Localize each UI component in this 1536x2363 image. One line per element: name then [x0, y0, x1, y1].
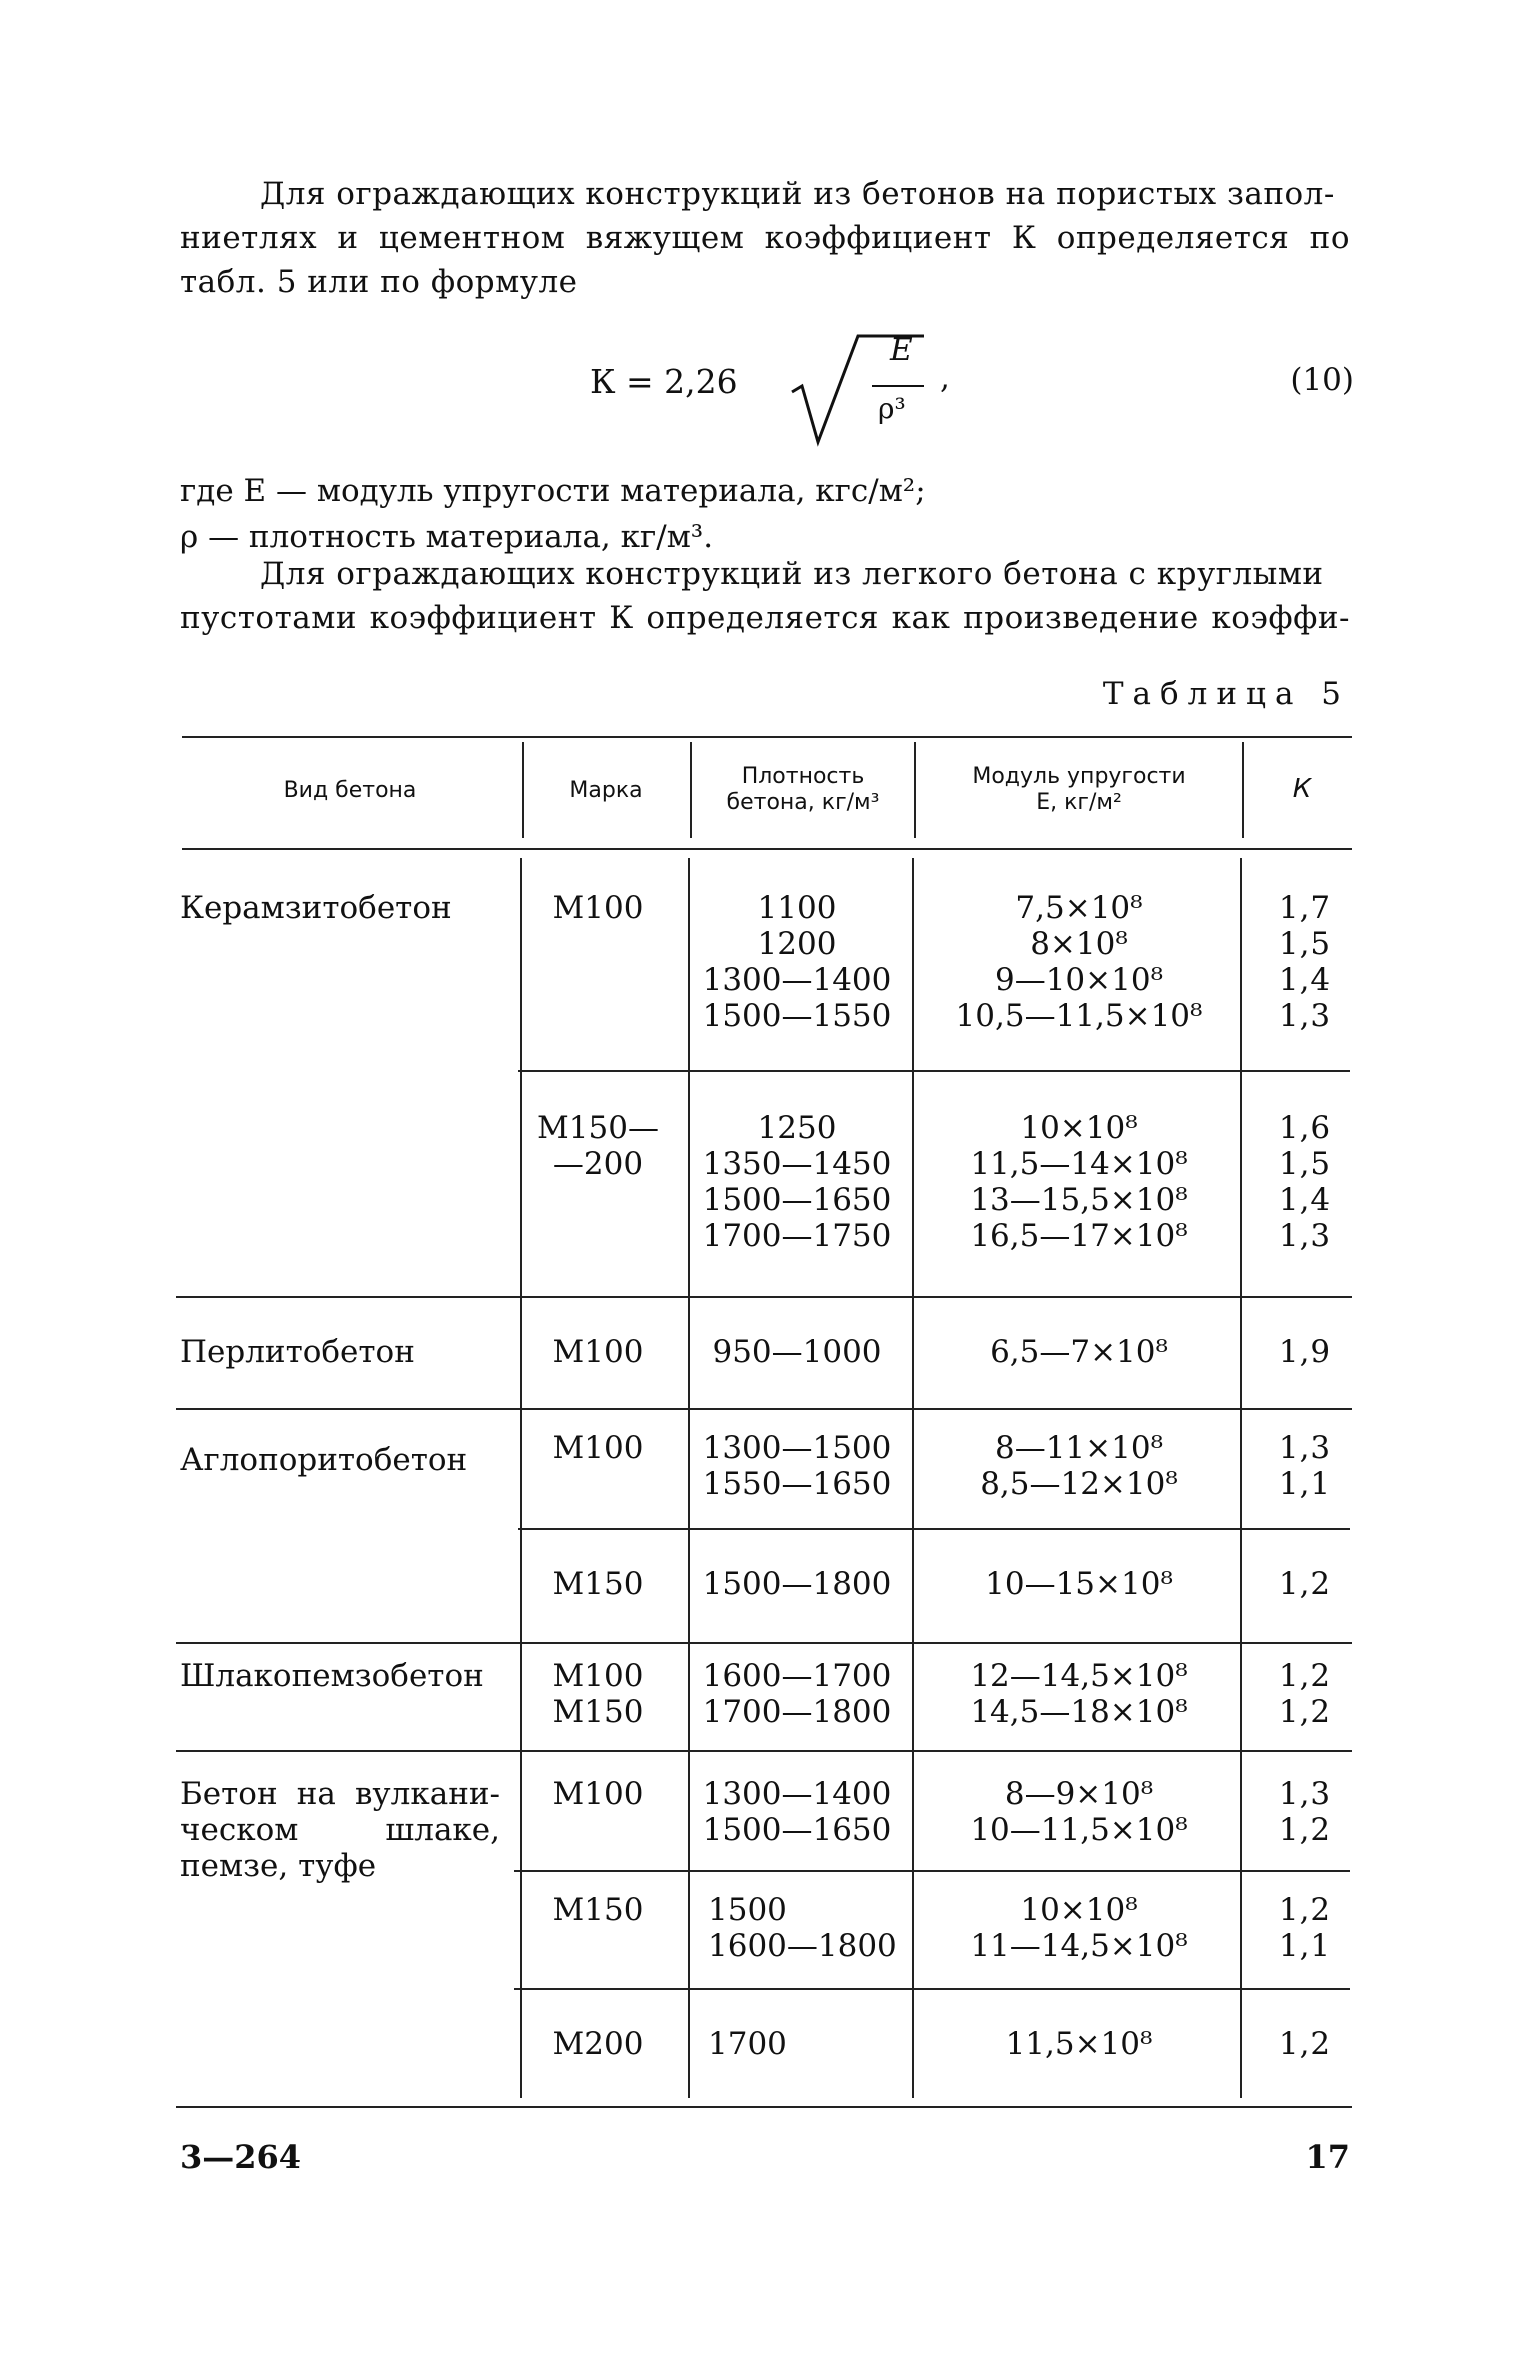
group-rule [176, 1408, 1352, 1410]
kind-cell: Перлитобетон [180, 1334, 415, 1370]
column-rule [912, 858, 914, 2098]
k-cell: 1,3 1,1 [1278, 1430, 1332, 1502]
grade-cell: М200 [552, 2026, 644, 2062]
kind-cell: Шлакопемзобетон [180, 1658, 484, 1694]
block-rule [514, 1870, 1350, 1872]
concrete-table [170, 736, 1360, 2108]
modulus-cell: 8—11×10⁸ 8,5—12×10⁸ [980, 1430, 1178, 1502]
k-cell: 1,3 1,2 [1278, 1776, 1332, 1848]
formula-numerator: E [890, 332, 913, 368]
modulus-cell: 10×10⁸ 11—14,5×10⁸ [970, 1892, 1188, 1964]
density-cell: 1500 1600—1800 [708, 1892, 897, 1964]
paragraph-intro [180, 172, 1350, 304]
formula-lhs: К = 2,26 [590, 362, 738, 401]
paragraph-intro-line-3: табл. 5 или по формуле [180, 264, 578, 300]
k-cell: 1,2 [1278, 2026, 1332, 2062]
paragraph-hollow [180, 552, 1350, 640]
density-cell: 1250 1350—1450 1500—1650 1700—1750 [702, 1110, 892, 1254]
modulus-cell: 11,5×10⁸ [1005, 2026, 1153, 2062]
modulus-cell: 10—15×10⁸ [985, 1566, 1173, 1602]
column-rule [688, 858, 690, 2098]
header-bottom-rule [182, 848, 1352, 850]
definitions [180, 468, 1350, 560]
paragraph-intro-line-2: ниетлях и цементном вяжущем коэффициент К определяется по [180, 220, 1350, 256]
kind-cell: Бетон на вулкани- ческом шлаке, пемзе, туфе [180, 1776, 500, 1884]
formula-denominator: ρ³ [878, 392, 906, 425]
equation-number: (10) [1290, 362, 1354, 398]
header-grade: Марка [569, 778, 643, 803]
k-cell: 1,2 1,1 [1278, 1892, 1332, 1964]
formula-10 [590, 330, 1354, 450]
formula-comma: , [940, 360, 950, 396]
block-rule [514, 1988, 1350, 1990]
group-rule [176, 1642, 1352, 1644]
grade-cell: М150 [552, 1892, 644, 1928]
modulus-cell: 6,5—7×10⁸ [990, 1334, 1168, 1370]
group-rule [176, 1296, 1352, 1298]
modulus-cell: 10×10⁸ 11,5—14×10⁸ 13—15,5×10⁸ 16,5—17×10⁸ [970, 1110, 1188, 1254]
modulus-cell: 12—14,5×10⁸ 14,5—18×10⁸ [970, 1658, 1188, 1730]
grade-cell: М100 [552, 890, 644, 926]
k-cell: 1,9 [1278, 1334, 1332, 1370]
paragraph-hollow-line-2: пустотами коэффициент К определяется как произведение коэффи- [180, 600, 1350, 636]
table-top-rule [182, 736, 1352, 738]
grade-cell: М100 [552, 1776, 644, 1812]
header-modulus: Модуль упругости E, кг/м² [972, 764, 1186, 815]
grade-cell: М100 М150 [552, 1658, 644, 1730]
header-k: К [1292, 774, 1312, 804]
definition-rho: ρ — плотность материала, кг/м³. [180, 519, 714, 555]
density-cell: 1100 1200 1300—1400 1500—1550 [702, 890, 892, 1034]
k-cell: 1,6 1,5 1,4 1,3 [1278, 1110, 1332, 1254]
paragraph-intro-line-1: Для ограждающих конструкций из бетонов на пористых запол- [260, 176, 1335, 212]
group-rule [176, 1750, 1352, 1752]
page-number: 17 [1305, 2138, 1350, 2176]
k-cell: 1,7 1,5 1,4 1,3 [1278, 890, 1332, 1034]
block-rule [518, 1528, 1350, 1530]
k-cell: 1,2 1,2 [1278, 1658, 1332, 1730]
grade-cell: М150— —200 [537, 1110, 659, 1182]
density-cell: 950—1000 [712, 1334, 882, 1370]
grade-cell: М150 [552, 1566, 644, 1602]
header-density: Плотность бетона, кг/м³ [726, 764, 880, 815]
density-cell: 1500—1800 [702, 1566, 892, 1602]
density-cell: 1300—1400 1500—1650 [702, 1776, 892, 1848]
density-cell: 1700 [708, 2026, 787, 2062]
paragraph-hollow-line-1: Для ограждающих конструкций из легкого бетона с круглыми [260, 556, 1324, 592]
table-bottom-rule [176, 2106, 1352, 2108]
kind-cell: Аглопоритобетон [180, 1442, 468, 1478]
grade-cell: М100 [552, 1430, 644, 1466]
kind-cell: Керамзитобетон [180, 890, 452, 926]
table-caption: Таблица 5 [1102, 676, 1350, 712]
definition-e: где E — модуль упругости материала, кгс/м²; [180, 473, 926, 509]
density-cell: 1600—1700 1700—1800 [702, 1658, 892, 1730]
k-cell: 1,2 [1278, 1566, 1332, 1602]
modulus-cell: 7,5×10⁸ 8×10⁸ 9—10×10⁸ 10,5—11,5×10⁸ [955, 890, 1203, 1034]
density-cell: 1300—1500 1550—1650 [702, 1430, 892, 1502]
signature-mark: 3—264 [180, 2138, 302, 2176]
block-rule [518, 1070, 1350, 1072]
header-kind: Вид бетона [283, 778, 417, 803]
grade-cell: М100 [552, 1334, 644, 1370]
modulus-cell: 8—9×10⁸ 10—11,5×10⁸ [970, 1776, 1188, 1848]
